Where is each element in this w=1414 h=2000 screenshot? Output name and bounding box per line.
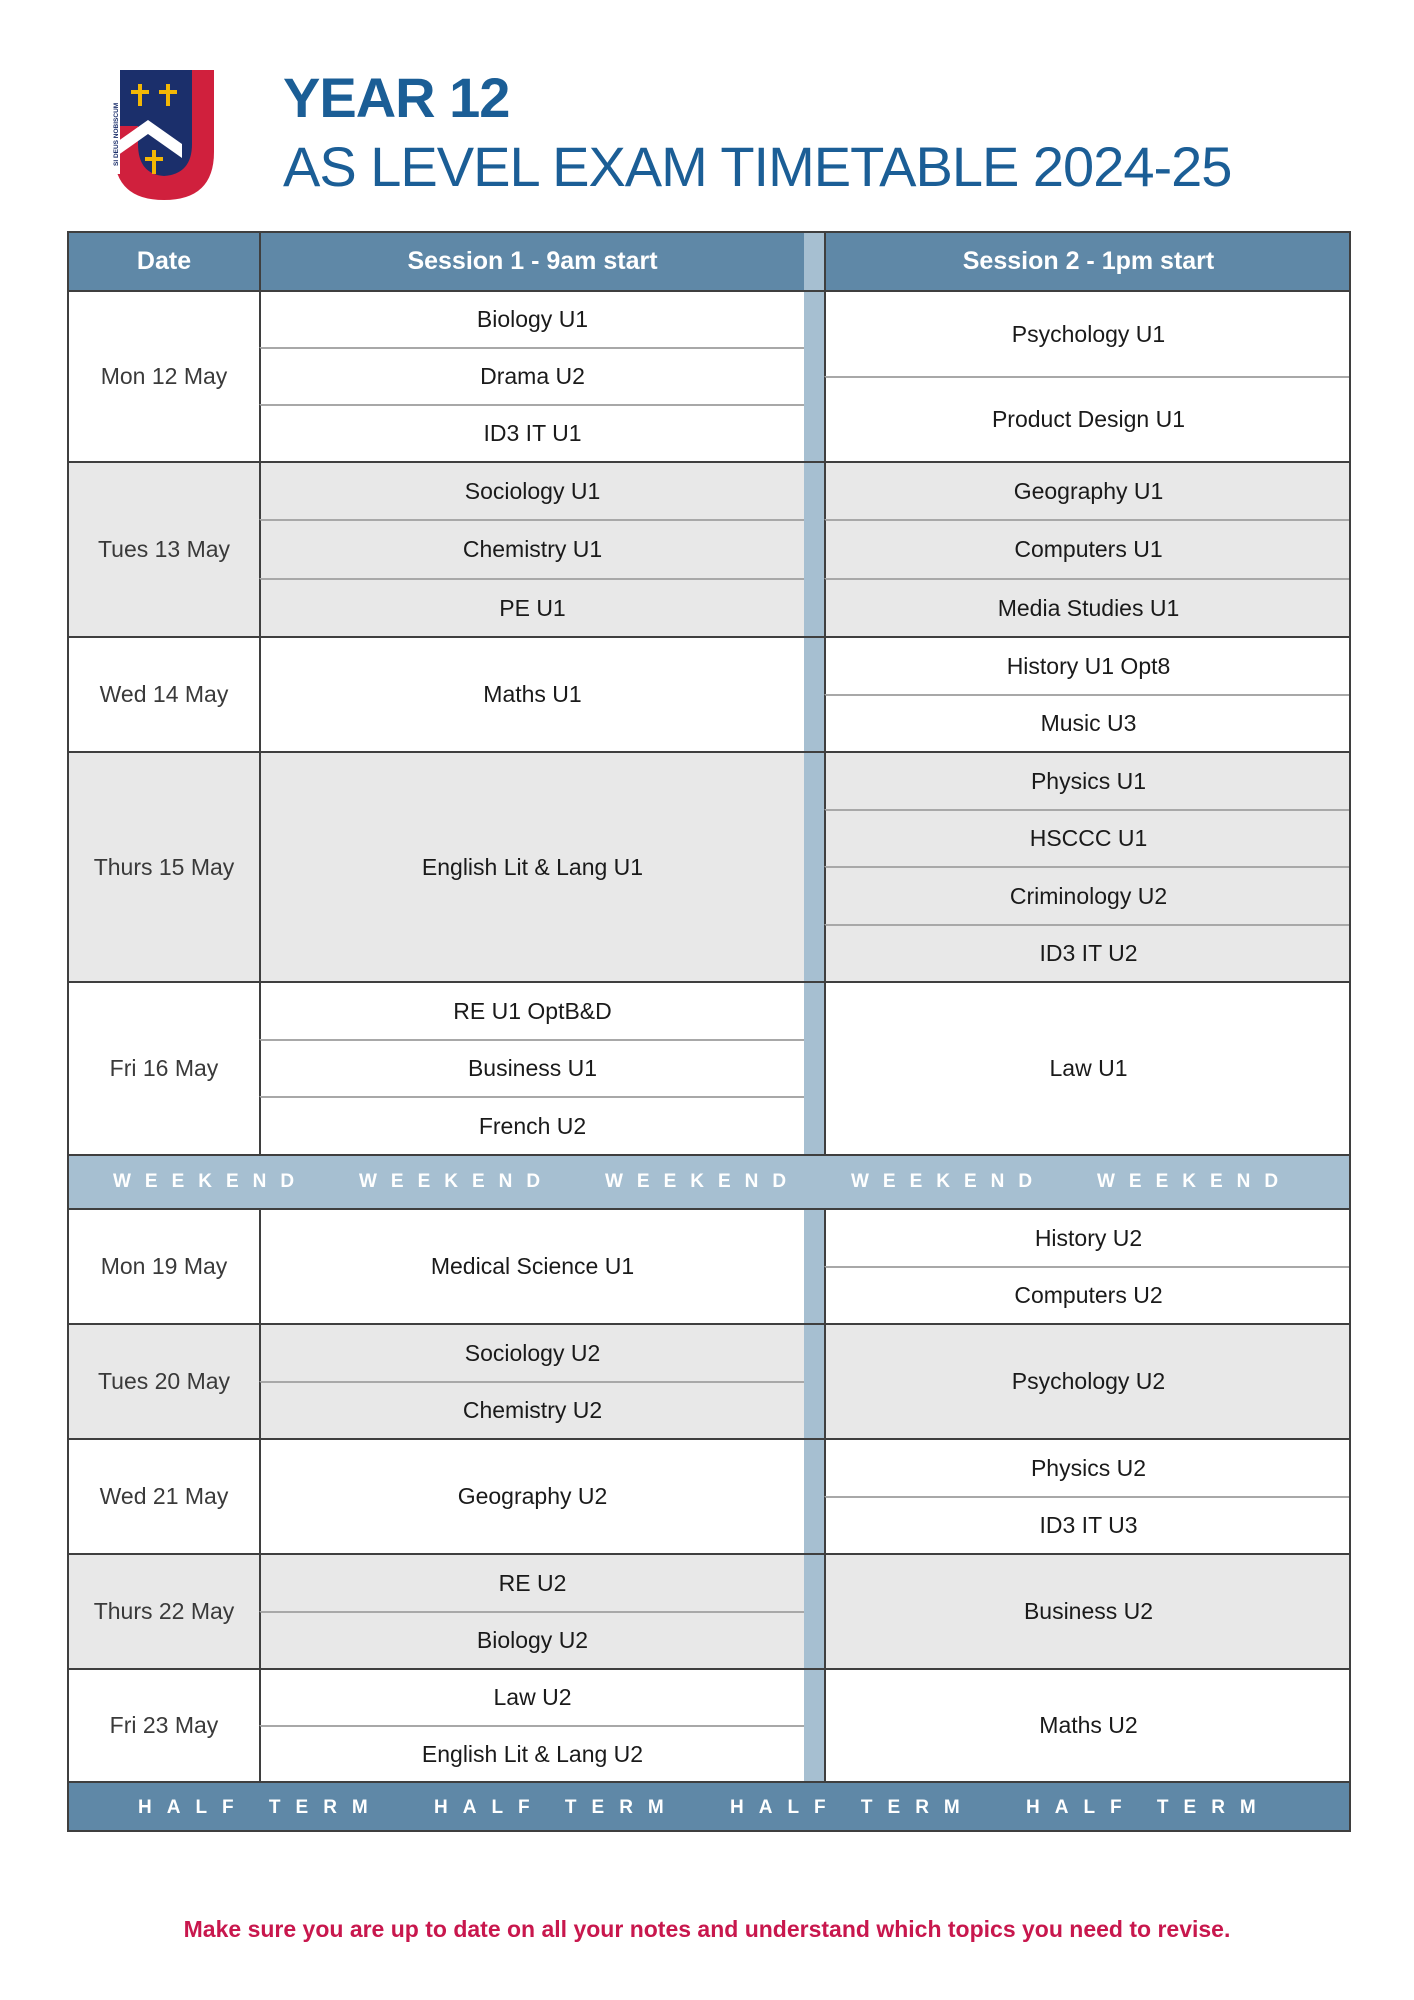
column-header-session-1: Session 1 - 9am start: [259, 231, 804, 290]
column-header-session-2: Session 2 - 1pm start: [824, 231, 1351, 290]
exam-session-2: Physics U2: [824, 1438, 1351, 1496]
exam-session-1: English Lit & Lang U2: [259, 1725, 804, 1781]
column-header-date: Date: [67, 231, 259, 290]
exam-date: Wed 21 May: [67, 1438, 259, 1553]
exam-date: Mon 19 May: [67, 1208, 259, 1323]
page-subtitle: AS LEVEL EXAM TIMETABLE 2024-25: [283, 135, 1232, 198]
weekend-band: [67, 1154, 1351, 1208]
exam-date: Thurs 22 May: [67, 1553, 259, 1668]
exam-session-1: Medical Science U1: [259, 1208, 804, 1323]
exam-session-2: Law U1: [824, 981, 1351, 1154]
exam-session-2: Music U3: [824, 694, 1351, 751]
session-divider: [804, 1208, 824, 1323]
weekend-band-label: WEEKEND: [851, 1171, 1047, 1192]
weekend-band-label: WEEKEND: [1097, 1171, 1293, 1192]
exam-session-2: Criminology U2: [824, 866, 1351, 924]
exam-timetable: [67, 231, 1351, 1832]
session-divider: [804, 231, 824, 290]
weekend-band-label: WEEKEND: [605, 1171, 801, 1192]
exam-session-1: Biology U2: [259, 1611, 804, 1668]
weekend-band-label: WEEKEND: [359, 1171, 555, 1192]
exam-session-2: Media Studies U1: [824, 578, 1351, 636]
exam-session-2: Geography U1: [824, 461, 1351, 519]
exam-session-1: Sociology U2: [259, 1323, 804, 1381]
exam-session-2: ID3 IT U2: [824, 924, 1351, 981]
session-divider: [804, 1553, 824, 1668]
session-divider: [804, 636, 824, 751]
exam-session-1: Sociology U1: [259, 461, 804, 519]
exam-session-1: RE U2: [259, 1553, 804, 1611]
school-crest-logo: [98, 66, 222, 206]
half-term-band-label: HALF TERM: [138, 1796, 383, 1818]
exam-session-2: Product Design U1: [824, 376, 1351, 461]
exam-session-1: Drama U2: [259, 347, 804, 404]
exam-date: Mon 12 May: [67, 290, 259, 461]
exam-session-2: History U2: [824, 1208, 1351, 1266]
exam-session-1: Geography U2: [259, 1438, 804, 1553]
crest-motto: SI DEUS NOBISCUM: [113, 102, 120, 166]
exam-date: Fri 23 May: [67, 1668, 259, 1781]
exam-session-1: Biology U1: [259, 290, 804, 347]
exam-session-1: French U2: [259, 1096, 804, 1154]
exam-session-2: Business U2: [824, 1553, 1351, 1668]
exam-session-1: Chemistry U1: [259, 519, 804, 578]
exam-session-1: Law U2: [259, 1668, 804, 1725]
session-divider: [804, 1668, 824, 1781]
exam-session-2: Computers U2: [824, 1266, 1351, 1323]
session-divider: [804, 1323, 824, 1438]
exam-session-1: RE U1 OptB&D: [259, 981, 804, 1039]
session-divider: [804, 981, 824, 1154]
session-divider: [804, 751, 824, 981]
half-term-band-label: HALF TERM: [434, 1796, 679, 1818]
footer-note: Make sure you are up to date on all your notes and understand which topics you need to revise.: [183, 1916, 1231, 1942]
exam-session-2: ID3 IT U3: [824, 1496, 1351, 1553]
exam-session-2: Maths U2: [824, 1668, 1351, 1781]
exam-session-1: Business U1: [259, 1039, 804, 1096]
exam-date: Thurs 15 May: [67, 751, 259, 981]
exam-session-2: History U1 Opt8: [824, 636, 1351, 694]
half-term-band: [67, 1781, 1351, 1832]
session-divider: [804, 461, 824, 636]
exam-date: Tues 13 May: [67, 461, 259, 636]
exam-date: Tues 20 May: [67, 1323, 259, 1438]
half-term-band-label: HALF TERM: [730, 1796, 975, 1818]
session-divider: [804, 290, 824, 461]
session-divider: [804, 1438, 824, 1553]
exam-session-2: Psychology U1: [824, 290, 1351, 376]
exam-session-1: Chemistry U2: [259, 1381, 804, 1438]
exam-session-1: English Lit & Lang U1: [259, 751, 804, 981]
exam-date: Fri 16 May: [67, 981, 259, 1154]
half-term-band-label: HALF TERM: [1026, 1796, 1271, 1818]
exam-date: Wed 14 May: [67, 636, 259, 751]
exam-session-1: PE U1: [259, 578, 804, 636]
exam-session-2: Physics U1: [824, 751, 1351, 809]
exam-session-2: HSCCC U1: [824, 809, 1351, 866]
exam-session-2: Psychology U2: [824, 1323, 1351, 1438]
exam-session-1: ID3 IT U1: [259, 404, 804, 461]
exam-session-2: Computers U1: [824, 519, 1351, 578]
weekend-band-label: WEEKEND: [113, 1171, 309, 1192]
exam-session-1: Maths U1: [259, 636, 804, 751]
page-title: YEAR 12: [283, 66, 510, 129]
